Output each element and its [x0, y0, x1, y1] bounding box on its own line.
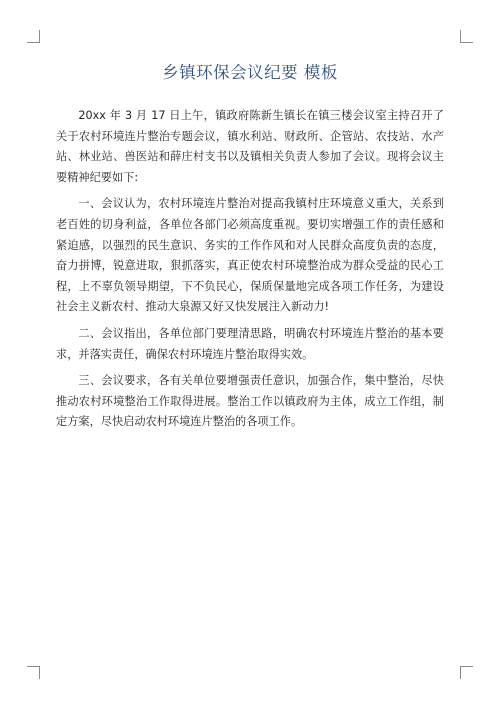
crop-mark-top-right: [460, 30, 473, 43]
paragraph-item-3: 三、会议要求，各有关单位要增强责任意识，加强合作，集中整治，尽快推动农村环境整治工作取得进展。整治工作以镇政府为主体，成立工作组，制定方案，尽快启动农村环境连片整治的各项工作。: [56, 374, 444, 429]
paragraph-item-1: 一、会议认为，农村环境连片整治对提高我镇村庄环境意义重大，关系到老百姓的切身利益，各单位各部门必须高度重视。要切实增强工作的责任感和紧迫感，以强烈的民生意识、务实的工作作风和对人民群众高度负责的态度，奋力拼博，锐意进取，狠抓落实，真正使农村环境整治成为群众受益的民心工程，上不辜负领导期望，下不负民心，保质保量地完成各项工作任务，为建设社会主义新农村、推动大泉源又好又快发展注入新动力!: [56, 197, 444, 314]
crop-mark-bottom-right: [460, 666, 473, 679]
document-title: 乡镇环保会议纪要 模板: [162, 63, 338, 82]
crop-mark-top-left: [27, 30, 40, 43]
document-body: [56, 106, 444, 439]
paragraph-item-2: 二、会议指出，各单位部门要理清思路，明确农村环境连片整治的基本要求，并落实责任，确保农村环境连片整治取得实效。: [56, 326, 444, 361]
crop-mark-bottom-left: [27, 666, 40, 679]
paragraph-intro: 20xx 年 3 月 17 日上午，镇政府陈新生镇长在镇三楼会议室主持召开了关于农村环境连片整治专题会议，镇水利站、财政所、企管站、农技站、水产站、林业站、兽医站和薛庄村支书以及镇相关负责人参加了会议。现将会议主要精神纪要如下:: [56, 109, 444, 184]
